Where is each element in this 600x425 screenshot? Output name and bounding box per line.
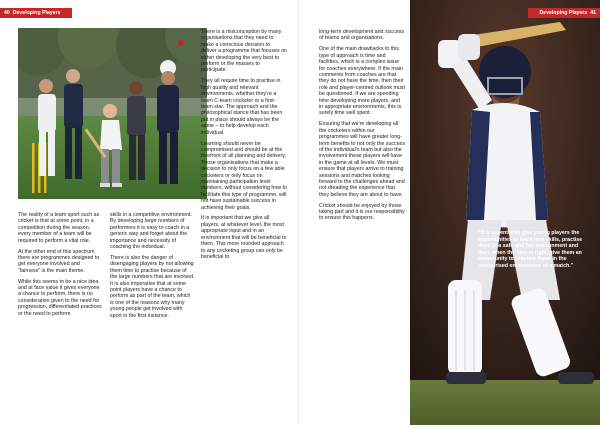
paragraph: Learning should never be compromised and should be at the forefront of all planning and delivery. Those organisations that make a decision to only focus on a few able cricketers or only focus on maintaining participation level numbers, without considering how to facilitate this type of programme, will not have sustainable success in achieving their goals. (201, 140, 287, 211)
body-column-4 (319, 29, 405, 226)
paragraph: While this seems to be a nice idea and at face value it gives everyone a chance to perform, there is no consideration given to the need for progression, differentiated practices or the need to perform (18, 278, 102, 317)
right-page-header (528, 8, 600, 18)
youth-coaching-photo (18, 28, 207, 199)
right-page-section: Developing Players (539, 10, 588, 16)
paragraph: skills in a competitive environment. By developing large numbers of performers it is easy to coach in a generic way and forget about the importance and necessity of coaching the individual. (110, 212, 192, 251)
paragraph: Ensuring that we’re developing all the cricketers within our programmes will have greater long-term benefits to not only the success of the individual’s team but also the involvement these players will have in the game at all levels. We must ensure that players arrive to training sessions and matches looking forward to the challenges ahead and not dreading the experience that they believe they are about to have. (319, 121, 405, 198)
paragraph: One of the main drawbacks to this type of approach is time and facilities, which is a complex issue for coaches everywhere. If the main comments from coaches are that they do not have the time, then their role and player-centred outlook must be questioned. If we are spending time developing more players, and in appropriate environments, this is surely time well spent. (319, 46, 405, 117)
paragraph: There is a misconception by many organisations that they need to make a conscious decision to deliver a programme that focuses on either developing the very best to perform or the masses to participate. (201, 29, 287, 74)
paragraph: It is important that we give all players, at whatever level, the most appropriate input and in an environment that will be beneficial to them. This more rounded approach to any cricketing group can only be beneficial to (201, 215, 287, 260)
paragraph: At the other end of this spectrum there are programmes designed to get everyone involved and “fairness” is the main theme. (18, 248, 100, 274)
left-page-header-text (4, 8, 61, 18)
pull-quote: “It is essential to give young players the opportunities to learn new skills, practise them in a safe and fun environment and then, when the time is right, give them an opportunity to practise these in the pressurised environment of a match.” (478, 230, 583, 269)
right-page-header-text (539, 8, 596, 18)
paragraph: The reality of a team sport such as cricket is that at some point, in a competition during the season, every member of a team will be required to perform a vital role. (18, 212, 100, 244)
body-column-2 (110, 212, 195, 324)
paragraph: There is also the danger of disengaging players by not allowing them time to practise because of the large numbers that are involved. It is also imperative that at some point players have a chance to perform as part of the team, which is one of the reasons why many young people get involved with sport in the first instance. (110, 254, 195, 319)
paragraph: Cricket should be enjoyed by those taking part and it is our responsibility to ensure this happens. (319, 202, 405, 222)
body-column-1 (18, 212, 102, 322)
body-column-3 (201, 29, 287, 265)
left-page-number: 40 (4, 10, 10, 16)
batsman-photo (410, 0, 600, 425)
paragraph: long-term development and success of teams and organisations. (319, 29, 405, 42)
right-page-number: 41 (590, 10, 596, 16)
paragraph: They all require time to practise in high quality and relevant environments, whether they’re a learn C-team cricketer or a first-team star. The approach and the philosophical stance that has been put in place should always be the same – to help develop each individual. (201, 78, 283, 136)
left-page-header (0, 8, 72, 18)
left-page-section: Developing Players (12, 10, 61, 16)
